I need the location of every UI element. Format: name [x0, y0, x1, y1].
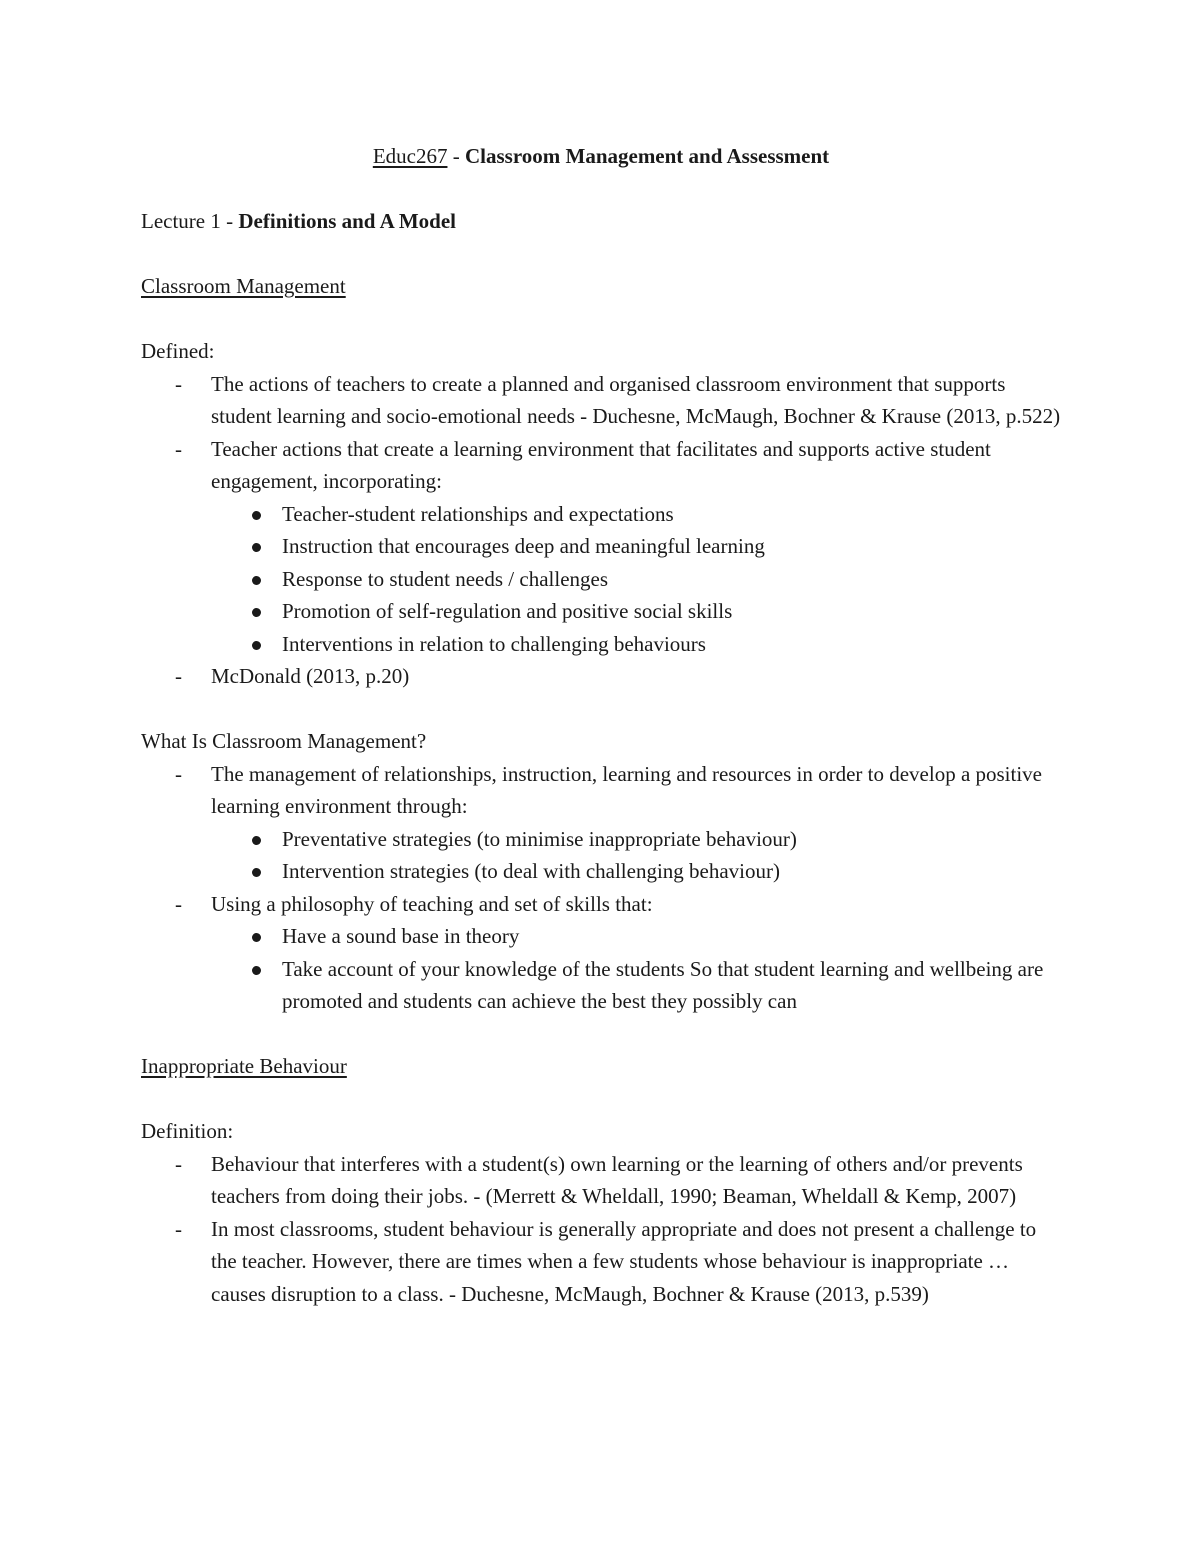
bullet-dot-icon	[252, 836, 261, 845]
bullet-item: Teacher-student relationships and expectations	[141, 498, 1061, 531]
bullet-dot-icon	[252, 868, 261, 877]
dash-marker: -	[175, 1216, 182, 1241]
dash-marker: -	[175, 436, 182, 461]
dash-marker: -	[175, 1151, 182, 1176]
definition-list	[141, 368, 1061, 498]
course-code: Educ267	[372, 144, 448, 168]
bullet-dot-icon	[252, 543, 261, 552]
list-item: - Teacher actions that create a learning environment that facilitates and supports active student engagement, incorporating:	[141, 433, 1061, 498]
bullet-dot-icon	[252, 608, 261, 617]
section-heading-classroom-management: Classroom Management	[141, 274, 346, 298]
list-item: - McDonald (2013, p.20)	[141, 660, 1061, 693]
list-item: - In most classrooms, student behaviour is generally appropriate and does not present a challenge to the teacher. However, there are times when a few students whose behaviour is inappropriate … causes disruption to a class. - Duchesne, McMaugh, Bochner & Krause (2013, p.539)	[141, 1213, 1061, 1311]
dash-marker: -	[175, 664, 182, 688]
list-item: - Using a philosophy of teaching and set of skills that:	[141, 888, 1061, 921]
section-heading-what-is: What Is Classroom Management?	[141, 729, 427, 753]
lecture-heading	[141, 205, 1061, 238]
bullet-item: Have a sound base in theory	[141, 920, 1061, 953]
list-item: - The actions of teachers to create a planned and organised classroom environment that supports student learning and socio-emotional needs - Duchesne, McMaugh, Bochner & Krause (2013, p.522)	[141, 368, 1061, 433]
list-item: - Behaviour that interferes with a student(s) own learning or the learning of others and/or prevents teachers from doing their jobs. - (Merrett & Wheldall, 1990; Beaman, Wheldall & Kemp, 2007)	[141, 1148, 1061, 1213]
definition-label: Definition:	[141, 1119, 234, 1143]
defined-label: Defined:	[141, 339, 215, 363]
what-is-list-2	[141, 888, 1061, 921]
document-body	[141, 140, 1061, 1310]
bullet-item: Preventative strategies (to minimise inappropriate behaviour)	[141, 823, 1061, 856]
citation-list	[141, 660, 1061, 693]
incorporating-list	[141, 498, 1061, 661]
dash-marker: -	[175, 761, 182, 786]
skills-list	[141, 920, 1061, 1018]
dash-marker: -	[175, 891, 182, 916]
bullet-item: Promotion of self-regulation and positive social skills	[141, 595, 1061, 628]
bullet-dot-icon	[252, 576, 261, 585]
lecture-prefix: Lecture 1 -	[141, 209, 239, 233]
strategies-list	[141, 823, 1061, 888]
bullet-dot-icon	[252, 641, 261, 650]
list-item: - The management of relationships, instruction, learning and resources in order to develop a positive learning environment through:	[141, 758, 1061, 823]
dash-marker: -	[175, 371, 182, 396]
bullet-dot-icon	[252, 511, 261, 520]
bullet-dot-icon	[252, 966, 261, 975]
inappropriate-list	[141, 1148, 1061, 1311]
lecture-title: Definitions and A Model	[238, 209, 456, 233]
what-is-list-1	[141, 758, 1061, 823]
bullet-item: Instruction that encourages deep and meaningful learning	[141, 530, 1061, 563]
bullet-item: Intervention strategies (to deal with challenging behaviour)	[141, 855, 1061, 888]
course-title: Classroom Management and Assessment	[464, 144, 830, 168]
section-heading-inappropriate-behaviour: Inappropriate Behaviour	[141, 1054, 347, 1078]
bullet-dot-icon	[252, 933, 261, 942]
bullet-item: Response to student needs / challenges	[141, 563, 1061, 596]
bullet-item: Take account of your knowledge of the students So that student learning and wellbeing are promoted and students can achieve the best they possibly can	[141, 953, 1061, 1018]
bullet-item: Interventions in relation to challenging behaviours	[141, 628, 1061, 661]
title-separator: -	[447, 144, 465, 168]
document-title	[141, 140, 1061, 173]
